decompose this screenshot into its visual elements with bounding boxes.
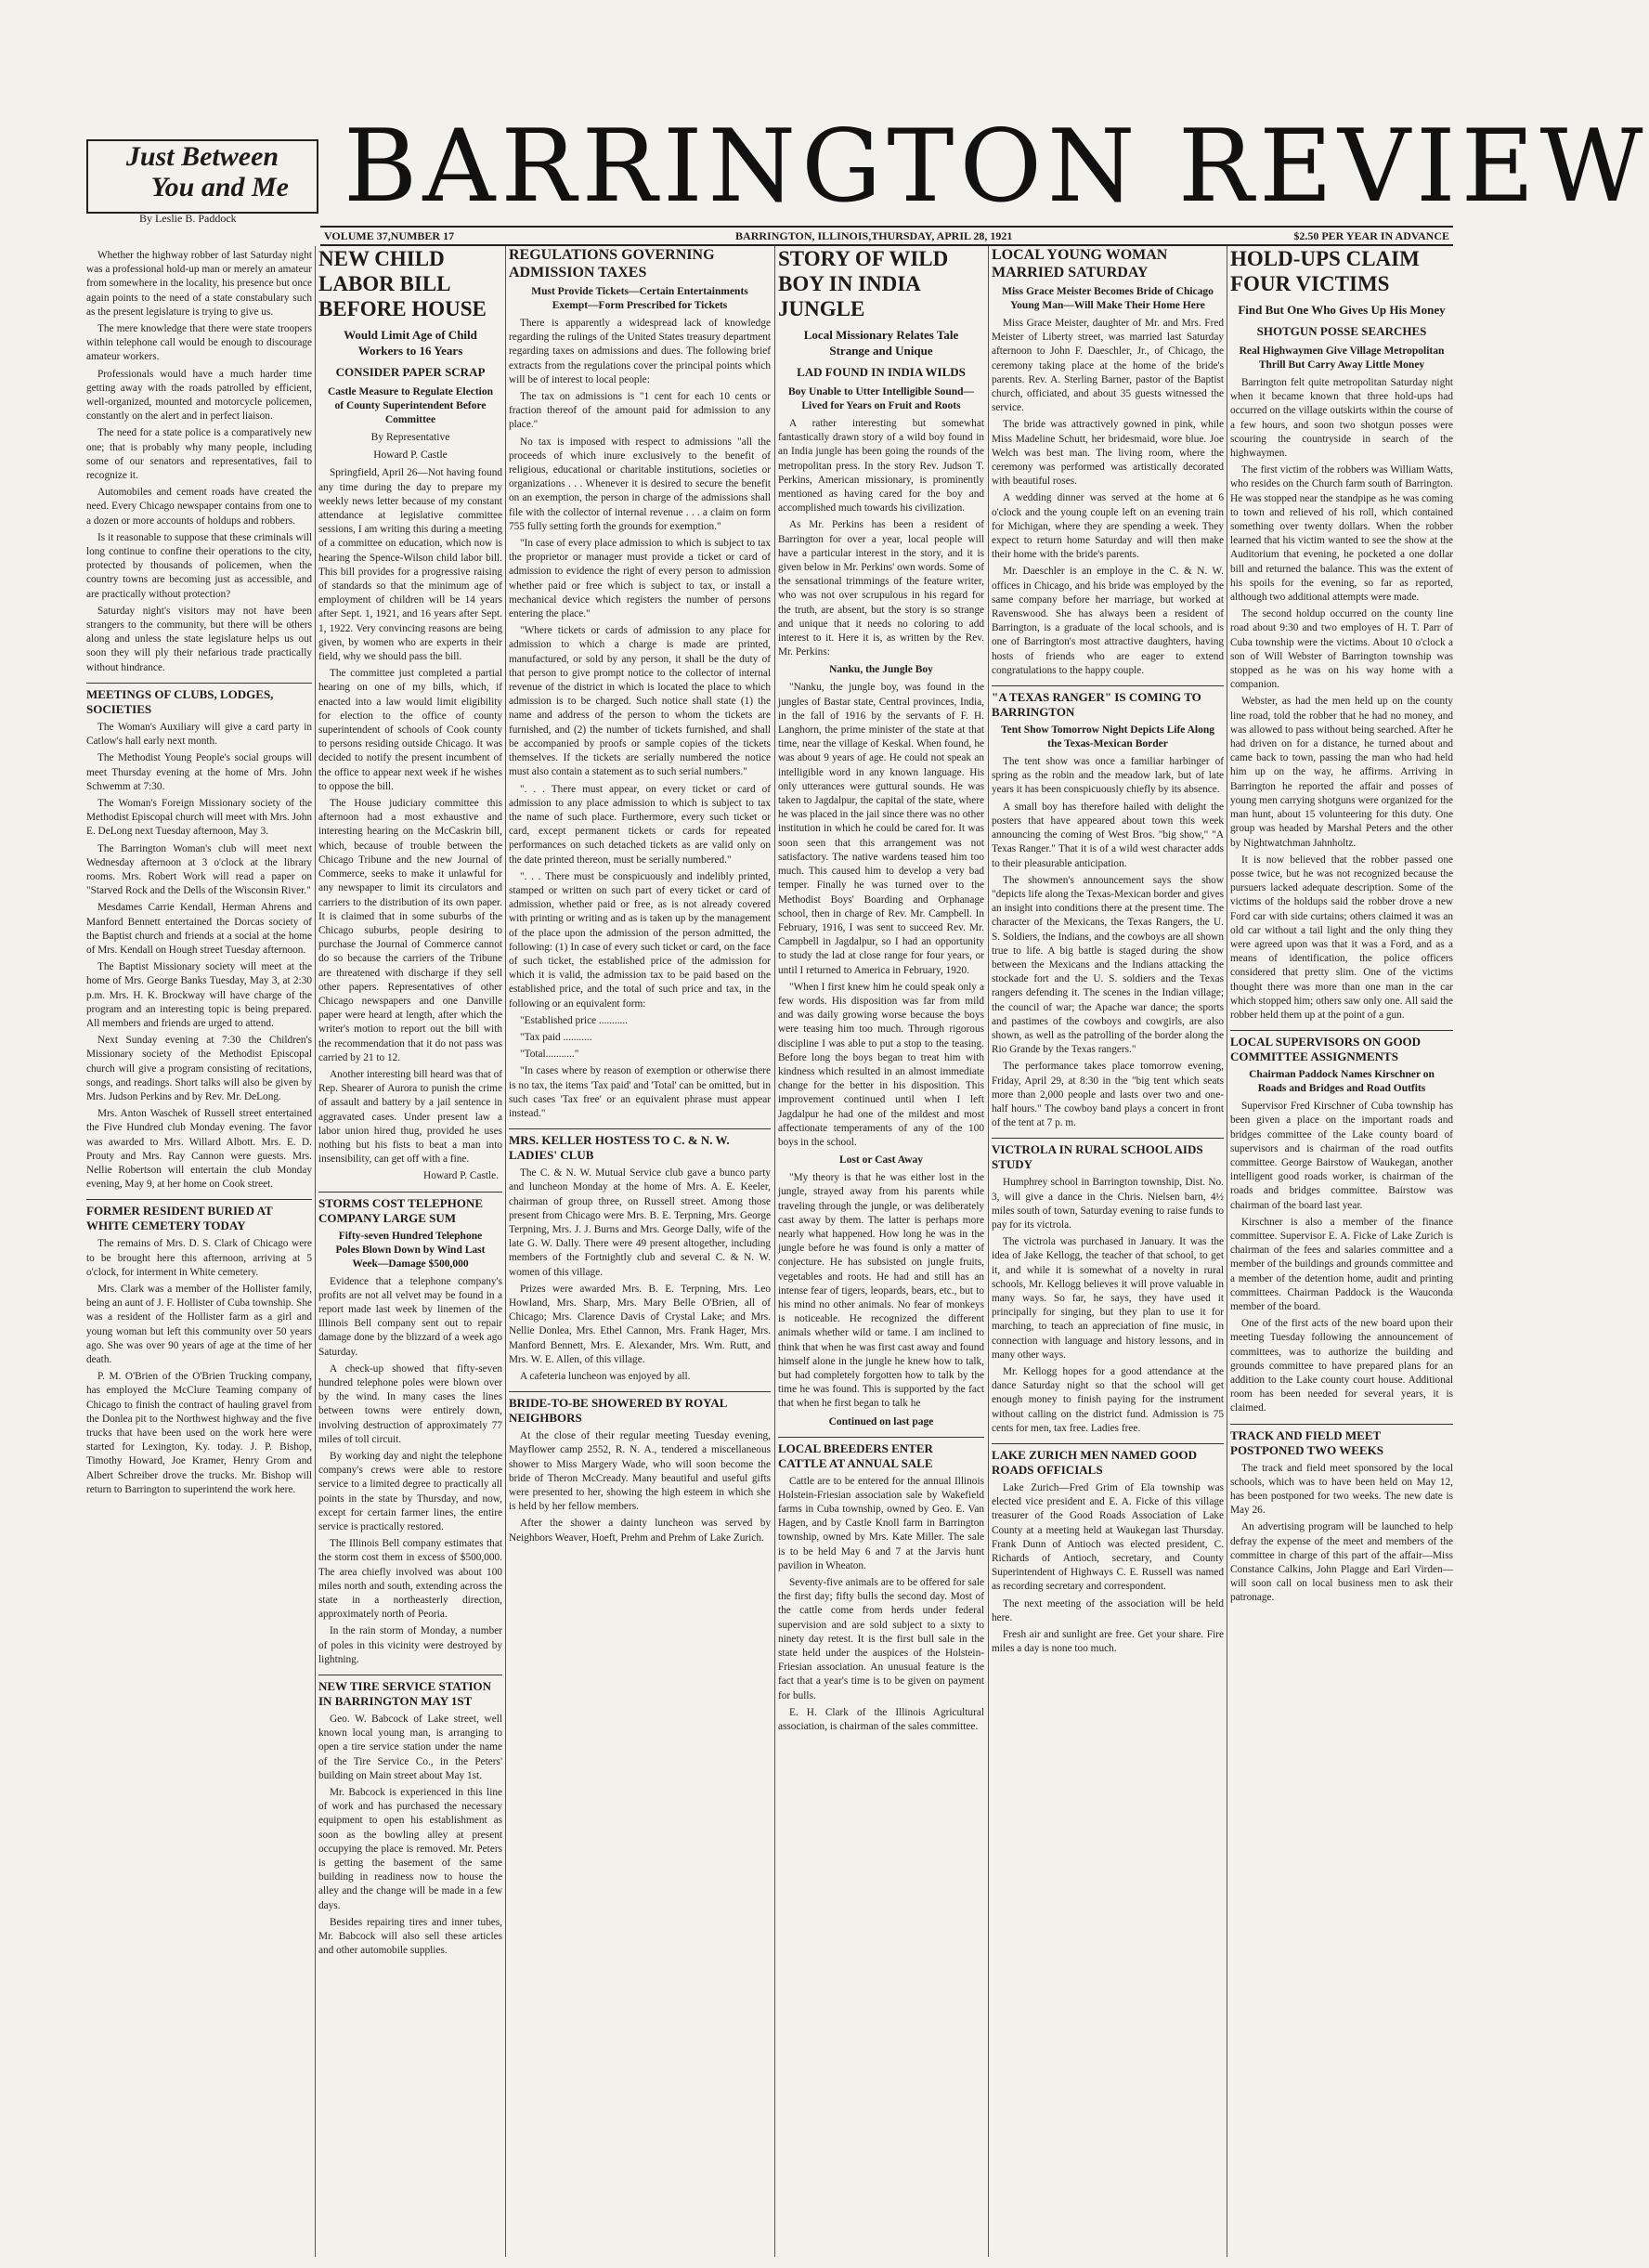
subheadline: Miss Grace Meister Becomes Bride of Chicago Young Man—Will Make Their Home Here <box>1002 286 1214 311</box>
column-title-line1: Just Between <box>125 141 279 172</box>
article-paragraph: Is it reasonable to suppose that these criminals will long continue to confine their operations to the city, protected by thousands of policemen, when the country towns are becoming just as accessible, and are practically without protection? <box>86 531 312 600</box>
article-paragraph: The mere knowledge that there were state troopers within telephone call would be enough to discourage amateur workers. <box>86 323 312 363</box>
article-paragraph: The track and field meet sponsored by the local schools, which was to have been held on May 12, has been postponed for two weeks. The new date is May 26. <box>1230 1462 1453 1517</box>
subheadline: Chairman Paddock Names Kirschner on Roads and Bridges and Road Outfits <box>1249 1069 1435 1095</box>
article-paragraph: A wedding dinner was served at the home at 6 o'clock and the young couple left on an evening train for Michigan, where they are spending a week. They expect to return home Saturday and will then make their home with the bride's parents. <box>992 492 1224 561</box>
article-paragraph: The remains of Mrs. D. S. Clark of Chicago were to be brought here this afternoon, arriving at 5 o'clock, for interment in White cemetery. <box>86 1238 312 1278</box>
article-paragraph: ". . . There must appear, on every ticket or card of admission to any place admission to which is subject to tax the name of such place. Furthermore, every such ticket or card, except permanent tickets or cards for repeated performances on such detached tickets as are valid only on the date printed thereon, must be serially numbered." <box>509 783 771 866</box>
article-paragraph: ". . . There must be conspicuously and indelibly printed, stamped or written on such part of every ticket or card of admission, whether paid or free, as is not already covered with printing or writing and as is taken up by the management of the place upon the admission of the person admitted, the following: (1) In case of every such ticket or card, on the face of such ticket, the established price of the admission for which it is valid, the admission tax to be paid based on the established price, and the total of such price and tax, in the following or an equivalent form: <box>509 870 771 1010</box>
article-paragraph: Prizes were awarded Mrs. B. E. Terpning, Mrs. Leo Howland, Mrs. Sharp, Mrs. Mary Belle O'Brien, all of Chicago; Mrs. Clarence Davis of Crystal Lake; and Mrs. Nellie Donlea, Mrs. Ethel Cannon, Mrs. Frank Hager, Mrs. Manford Bennett, Mrs. E. Alexander, Mrs. Wm. Rutt, and Mrs. W. E. Allen, of this village. <box>509 1283 771 1365</box>
form-line: "Established price ........... <box>520 1014 628 1026</box>
dateline-bar <box>320 226 1453 246</box>
headline: HOLD-UPS CLAIM FOUR VICTIMS <box>1230 247 1420 295</box>
volume-number: VOLUME 37,NUMBER 17 <box>324 229 455 242</box>
article-paragraph: The C. & N. W. Mutual Service club gave a bunco party and luncheon Monday at the home of Mrs. A. E. Keeler, chairman of group three, on Russell street. Among those present from Chicago were Mrs. B. E. Terpning, Mrs. George Terpning, Mrs. J. J. Burns and Mrs. George Dally, wife of the late G. W. Dally. There were 49 present altogether, including members of the Fortnightly club and several C. & N. W. women of this village. <box>509 1167 771 1278</box>
article-paragraph: Mrs. Clark was a member of the Hollister family, being an aunt of J. F. Hollister of Cuba township. She was a resident of the Hollister farm as a girl and young woman but left this community over 50 years ago. She was over 90 years of age at the time of her death. <box>86 1284 312 1366</box>
section-heading: "A TEXAS RANGER" IS COMING TO BARRINGTON <box>992 685 1224 720</box>
article-paragraph: By working day and night the telephone company's crews were able to restore service to a limited degree to practically all points in the state by Thursday, and now, except for certain farmer lines, the entire service is practically restored. <box>318 1451 502 1533</box>
article-paragraph: The first victim of the robbers was William Watts, who resides on the Church farm south of Barrington. He was stopped near the standpipe as he was coming to town and relieved of his roll, which contained something over twenty dollars. When the robber learned that his victim wanted to see the show at the Auditorium that evening, he pocketed a one dollar bill and returned the balance. This was the extent of his spoils for the evening, so far as reported, although two additional attempts were made. <box>1230 464 1453 604</box>
article-paragraph: The performance takes place tomorrow evening, Friday, April 29, at 8:30 in the "big tent which seats more than 2,000 people and lasts over two and one-half hours." The cowboy band plays a concert in front of the tent at 7 p. m. <box>992 1061 1224 1129</box>
subheadline: Real Highwaymen Give Village Metropolitan Thrill But Carry Away Little Money <box>1239 345 1445 371</box>
column-2 <box>318 246 502 2257</box>
column-1 <box>86 249 312 2257</box>
article-paragraph: After the shower a dainty luncheon was served by Neighbors Weaver, Hoeft, Prehm and Prehm of Lake Zurich. <box>509 1518 771 1544</box>
club-notice: Mrs. Anton Waschek of Russell street entertained the Five Hundred club Monday evening. The favor was awarded to Mrs. Willard Albott. Mrs. E. D. Prouty and Mrs. Ray Cannon were guests. Mrs. Nellie Robertson will entertain the club Monday evening, May 9, at her home on Cook street. <box>86 1108 312 1191</box>
column-rule <box>505 246 506 2257</box>
article-paragraph: "In case of every place admission to which is subject to tax the proprietor or manager must provide a ticket or card of admission to evidence the right of every person to admission whether paid or free which is subject to tax, or install a mechanical device which registers the number of persons entering the place." <box>509 538 771 620</box>
article-paragraph: The House judiciary committee this afternoon had a most exhaustive and interesting hearing on the McCaskrin bill, which, because of trouble between the Chicago Tribune and the new Journal of Commerce, seeks to make it unlawful for any newspaper to limit its circulators and carriers to the distribution of its own paper. It is claimed that in some suburbs of the Chicago suburbs, people desiring to purchase the Journal of Commerce cannot do so because the carriers of the Tribune are threatened with discharge if they sell other papers. Representatives of other Chicago newspapers and one Danville paper were heard at length, after which the writer's motion to report out the bill with the recommendation that it do not pass was carried by 21 to 12. <box>318 798 502 1063</box>
signature: Howard P. Castle. <box>423 1170 499 1182</box>
column-5 <box>992 246 1224 2257</box>
article-paragraph: Humphrey school in Barrington township, Dist. No. 3, will give a dance in the Chris. Nielsen barn, 4½ miles south of town, Saturday evening to raise funds to pay for its victrola. <box>992 1177 1224 1231</box>
article-paragraph: One of the first acts of the new board upon their meeting Tuesday following the announcement of committees, was to authorize the building and grounds committee to have prepared plans for an addition to the Lake county court house. Additional room has been needed for several years, it is claimed. <box>1230 1318 1453 1414</box>
club-notice: The Woman's Foreign Missionary society of the Methodist Episcopal church will meet with Mrs. John E. DeLong next Tuesday afternoon, May 3. <box>86 797 312 838</box>
subheadline: Fifty-seven Hundred Telephone Poles Blown Down by Wind Last Week—Damage $500,000 <box>335 1230 486 1270</box>
continued-note: Continued on last page <box>828 1415 934 1427</box>
article-paragraph: Mr. Kellogg hopes for a good attendance at the dance Saturday night so that the school will get enough money to finish paying for the instrument without calling on the district fund. Admission is 75 cents for men, tax free. Ladies free. <box>992 1366 1224 1434</box>
article-paragraph: A cafeteria luncheon was enjoyed by all. <box>520 1371 691 1383</box>
byline-name: Howard P. Castle <box>373 450 448 462</box>
subheadline: Local Missionary Relates Tale Strange and Unique <box>803 328 959 358</box>
headline: LOCAL YOUNG WOMAN MARRIED SATURDAY <box>992 247 1168 280</box>
article-paragraph: E. H. Clark of the Illinois Agricultural association, is chairman of the sales committee. <box>778 1706 984 1733</box>
article-paragraph: At the close of their regular meeting Tuesday evening, Mayflower camp 2552, R. N. A., tendered a miscellaneous shower to Miss Margery Wade, who will soon become the bride of Theron McCready. Many beautiful and useful gifts were presented to her, showing the high esteem in which she is held by her fellow members. <box>509 1430 771 1513</box>
column-rule <box>988 246 989 2257</box>
article-paragraph: A check-up showed that fifty-seven hundred telephone poles were blown over by the wind. In many cases the lines between towns were entirely down, involving destruction of approximately 77 miles of toll circuit. <box>318 1362 502 1445</box>
article-paragraph: The victrola was purchased in January. It was the idea of Jake Kellogg, the teacher of that school, to get it, and while it is somewhat of a novelty in rural schools, Mr. Kellogg believes it will prove valuable in many ways. So far, he says, they have used it principally for singing, but they plan to use it for marching, to teach an appreciation of fine music, in connection with language and history lessons, and in many other ways. <box>992 1236 1224 1361</box>
subheadline: SHOTGUN POSSE SEARCHES <box>1256 324 1427 338</box>
article-paragraph: Mr. Babcock is experienced in this line of work and has purchased the necessary equipment to open his establishment as soon as the bowling alley at present occupying the place is removed. Mr. Peters is getting the basement of the same building in readiness now to house the alley and the change will be made in a few days. <box>318 1787 502 1911</box>
article-paragraph: A rather interesting but somewhat fantastically drawn story of a wild boy found in an India jungle has been going the rounds of the metropolitan press. In the story Rev. Judson T. Perkins, American missionary, is prominently mentioned as having cared for the boy and accomplished much towards his civilization. <box>778 418 984 515</box>
subheadline: Castle Measure to Regulate Election of County Superintendent Before Committee <box>328 386 493 425</box>
section-heading: LOCAL SUPERVISORS ON GOOD COMMITTEE ASSIGNMENTS <box>1230 1030 1453 1064</box>
article-paragraph: Supervisor Fred Kirschner of Cuba township has been given a place on the important roads and bridges committee of the Lake county board of supervisors and is chairman of the road outfits committee. George Bairstow of Waukegan, another intelligent good roads worker, is chairman of the roads and bridges committee. Bairstow was chairman of the board last year. <box>1230 1101 1453 1211</box>
subheadline: Would Limit Age of Child Workers to 16 Years <box>344 328 477 358</box>
article-paragraph: "Nanku, the jungle boy, was found in the jungles of Bastar state, Central provinces, India, in the fall of 1916 by the servants of F. H. Langhorn, the prime minister of the state at that time, near the village of Keskal. When found, he was about 9 years of age. He could not speak an intelligible word in any known language. His only utterances were guttural sounds. He was taken to Jagdalpur, the capital of the state, where he was placed in the jail since there was no other institution in which he could be cared for. It was soon seen that this arrangement was not satisfactory. The native wardens teased him too much. This caused him to develop a very bad temper. Finally he was turned over to the Methodist Boys' Boarding and Orphanage school, then in charge of Rev. Mr. Campbell. In February, 1916, I was sent to succeed Rev. Mr. Campbell in Jagdalpur, so I had an opportunity to study the lad at close range for four years, or until I returned to America in February, 1920. <box>778 682 984 976</box>
article-paragraph: Geo. W. Babcock of Lake street, well known local young man, is arranging to open a tire service station under the name of the Tire Service Co., in the Peters' building on Main street about May 1st. <box>318 1714 502 1781</box>
article-paragraph: A small boy has therefore hailed with delight the posters that have appeared about town this week announcing the coming of West Bros. "big show," "A Texas Ranger." That it is of a wild west character adds to their pleasurable anticipation. <box>992 801 1224 869</box>
subheadline: CONSIDER PAPER SCRAP <box>335 365 486 379</box>
section-heading: MRS. KELLER HOSTESS TO C. & N. W. LADIES' CLUB <box>509 1128 771 1163</box>
article-paragraph: P. M. O'Brien of the O'Brien Trucking company, has employed the McClure Teaming company of Chicago to finish the contract of hauling gravel from the Donlea pit to the Northwest highway and the five trucks that have been used on the work here were started for Lexington, Ky. today. J. P. Bishop, Timothy Howard, Joe Kramer, Henry Grom and Albert Schreiber drove the trucks. Mr. Bishop will return to Barrington to superintend the work here. <box>86 1371 312 1495</box>
headline: NEW CHILD LABOR BILL BEFORE HOUSE <box>318 247 487 320</box>
section-heading: VICTROLA IN RURAL SCHOOL AIDS STUDY <box>992 1138 1224 1172</box>
club-notice: The Methodist Young People's social groups will meet Thursday evening at the home of Mrs. John Schwemm at 7:30. <box>86 752 312 792</box>
section-heading: STORMS COST TELEPHONE COMPANY LARGE SUM <box>318 1192 502 1226</box>
subscription-price: $2.50 PER YEAR IN ADVANCE <box>1293 229 1449 242</box>
section-heading: MEETINGS OF CLUBS, LODGES, SOCIETIES <box>86 683 312 717</box>
club-notice: The Baptist Missionary society will meet at the home of Mrs. George Banks Tuesday, May 3, at 2:30 p.m. Mrs. H. K. Brockway will have charge of the program and an interesting topic is being prepared. All members and friends are urged to attend. <box>86 961 312 1029</box>
column-title-line2: You and Me <box>150 172 289 202</box>
club-notice: Next Sunday evening at 7:30 the Children's Missionary society of the Methodist Episcopal church will give a program consisting of recitations, songs, and readings. Short talks will also be given by Mrs. Judson Perkins and by Rev. Mr. DeLong. <box>86 1035 312 1102</box>
article-paragraph: Besides repairing tires and inner tubes, Mr. Babcock will also sell these articles and other automobile supplies. <box>318 1916 502 1957</box>
article-paragraph: An advertising program will be launched to help defray the expense of the meet and members of the committee in charge of this part of the affair—Miss Constance Calkins, John Plagge and Earl Virden—will soon call on local business men to ask their patronage. <box>1230 1521 1453 1604</box>
column-4 <box>778 246 984 2257</box>
subheadline: Find But One Who Gives Up His Money <box>1238 303 1446 317</box>
club-notice: Mesdames Carrie Kendall, Herman Ahrens and Manford Bennett entertained the Dorcas society of the Baptist church and friends at a social at the home of Mrs. Kendall on Hough street Tuesday afternoon. <box>86 902 312 956</box>
column-3 <box>509 246 771 2257</box>
section-heading: NEW TIRE SERVICE STATION IN BARRINGTON MAY 1ST <box>318 1675 502 1709</box>
article-paragraph: The Illinois Bell company estimates that the storm cost them in excess of $500,000. The area chiefly involved was about 100 miles north and south, extending across the state in a northeasterly direction, approximately north of Peoria. <box>318 1538 502 1621</box>
subheadline: LAD FOUND IN INDIA WILDS <box>797 365 966 379</box>
section-heading: LOCAL BREEDERS ENTER CATTLE AT ANNUAL SALE <box>778 1437 984 1471</box>
article-paragraph: Seventy-five animals are to be offered for sale the first day; fifty bulls the second day. Most of the cattle come from herds under federal supervision and are sold subject to a sixty to ninety day retest. It is the first bull sale in the state held under the auspices of the Holstein-Friesian association. An unusual feature is the fact that a year's time is to be given on payment for bulls. <box>778 1577 984 1701</box>
masthead: BARRINGTON REVIEW <box>344 109 1649 225</box>
article-paragraph: Barrington felt quite metropolitan Saturday night when it became known that three hold-ups had occurred on the village outskirts within the course of a few hours, and soon two shotgun posses were scouring the countryside in search of the highwaymen. <box>1230 377 1453 460</box>
form-line: "Tax paid ........... <box>520 1031 592 1043</box>
column-rule <box>315 246 316 2257</box>
form-line: "Total..........." <box>520 1049 579 1061</box>
article-paragraph: "My theory is that he was either lost in the jungle, strayed away from his parents while traveling through the jungle, or was deliberately cast away by them. The latter is perhaps more nearly what happened. How long he was in the jungle before he was found is only a matter of conjecture. He has subsisted on jungle fruits, vegetables and roots. He had and still has an intense fear of tigers, leopards, bears, etc., but to his mind no other animals. No fear of monkeys is noticeable. He recognized the different animals whether wild or tame. I am inclined to think that when he was first cast away and found himself alone in the jungle he knew how to talk, but had completely forgotten how to talk by the time he was found. This is supported by the fact that when he first began to talk he <box>778 1172 984 1410</box>
club-notice: The Woman's Auxiliary will give a card party in Catlow's hall early next month. <box>86 721 312 748</box>
article-paragraph: The showmen's announcement says the show "depicts life along the Texas-Mexican border and gives an insight into conditions there at the present time. The character of the Mexicans, the Texas Rangers, the U. S. Soldiers, the Indians, and the cowboys are all shown true to life. A big battle is staged during the show between the Mexicans and the Indians attacking the stockade fort and the U. S. soldiers and the Texas rangers defending it. The scenes in the Indian village; the council of war; the Apache war dance; the sports and pastimes of the cowboys and cowgirls, are also shown, as well as the patrolling of the border along the Rio Grande by the Texas rangers." <box>992 874 1224 1056</box>
article-paragraph: The next meeting of the association will be held here. <box>992 1597 1224 1623</box>
column-byline: By Leslie B. Paddock <box>139 212 237 225</box>
article-paragraph: The second holdup occurred on the county line road about 9:30 and two employes of H. T. Parr of Cuba township were the victims. About 10 o'clock a son of Will Webster of Barrington township was stopped as he was on his way home with a companion. <box>1230 608 1453 691</box>
column-rule <box>774 246 775 2257</box>
subhead: Lost or Cast Away <box>839 1154 923 1167</box>
headline: REGULATIONS GOVERNING ADMISSION TAXES <box>509 247 715 280</box>
article-paragraph: Webster, as had the men held up on the county line road, told the robber that he had no money, and was allowed to pass without being searched. After he had driven on for a distance, he turned about and came back to town, passing the man who had held him up on the way, he affirms. Arriving in Barrington he reported the affair and posses of young men carrying shotguns were organized for the man hunt, about 15 volunteering for this duty. One group was headed by Marshal Peters and the other by Nightwatchman Jahnholtz. <box>1230 696 1453 849</box>
column-6 <box>1230 246 1453 2257</box>
byline: By Representative <box>370 432 450 443</box>
section-heading: LAKE ZURICH MEN NAMED GOOD ROADS OFFICIALS <box>992 1443 1224 1478</box>
subheadline: Tent Show Tomorrow Night Depicts Life Along the Texas-Mexican Border <box>1000 724 1215 750</box>
article-paragraph: "When I first knew him he could speak only a few words. His disposition was far from mild and was daily growing worse because the boys were teasing him too much. Through rigorous discipline I was able to put a stop to the teasing. Before long the boys began to treat him with kindness which resulted in an almost immediate change for the better in his disposition. This improvement continued until when I left Jagdalpur he had one of the mildest and most affectionate temperaments of any of the 100 boys in the school. <box>778 981 984 1148</box>
article-paragraph: In the rain storm of Monday, a number of poles in this vicinity were destroyed by lightning. <box>318 1625 502 1665</box>
article-paragraph: The need for a state police is a comparatively new one; that is probably why many people, including some of our senators and representatives, fail to recognize it. <box>86 427 312 482</box>
subheadline: Boy Unable to Utter Intelligible Sound—Lived for Years on Fruit and Roots <box>787 386 975 411</box>
article-paragraph: Professionals would have a much harder time getting away with the roads patrolled by efficient, well-organized, mounted and motorcycle policemen, constantly on the alert and in perfect liaison. <box>86 368 312 423</box>
column-title-box <box>86 139 318 214</box>
article-paragraph: "In cases where by reason of exemption or otherwise there is no tax, the items 'Tax paid' and 'Total' can be omitted, but in such cases 'Tax free' or an equivalent phrase must appear instead." <box>509 1065 771 1119</box>
club-notice: The Barrington Woman's club will meet next Wednesday afternoon at 3 o'clock at the library rooms. Mrs. Robert Work will read a paper on "Starved Rock and the Dells of the Wisconsin River." <box>86 842 312 897</box>
article-paragraph: Mr. Daeschler is an employe in the C. & N. W. offices in Chicago, and his bride was employed by the same company before her marriage, but worked at Ravenswood. She has always been a resident of Barrington, is a graduate of the local schools, and is one of Barrington's most attractive daughters, having hosts of friends who are eager to extend congratulations to the happy couple. <box>992 566 1224 676</box>
section-heading: BRIDE-TO-BE SHOWERED BY ROYAL NEIGHBORS <box>509 1391 771 1426</box>
section-heading: TRACK AND FIELD MEET POSTPONED TWO WEEKS <box>1230 1424 1453 1458</box>
article-paragraph: Lake Zurich—Fred Grim of Ela township was elected vice president and E. A. Ficke of this village treasurer of the Good Roads Association of Lake County at a meeting held at Waukegan last Thursday. Frank Dunn of Antioch was elected president, C. Richards of Antioch, secretary, and County Superintendent of Highways C. E. Russell was named as recording secretary and correspondent. <box>992 1482 1224 1593</box>
article-paragraph: The tent show was once a familiar harbinger of spring as the robin and the meadow lark, but of late years it has been conspicuously chiefly by its absence. <box>992 756 1224 796</box>
article-paragraph: Another interesting bill heard was that of Rep. Shearer of Aurora to punish the crime of assault and battery by a jail sentence in aggravated cases. Under present law a labor union hired thug, provided he uses nothing but his fists to beat a man into insensibility, can get off with a fine. <box>318 1068 502 1166</box>
article-paragraph: Evidence that a telephone company's profits are not all velvet may be found in a report made last week by linemen of the Illinois Bell company sent out to repair damage done by the blizzard of a week ago Saturday. <box>318 1275 502 1358</box>
article-paragraph: It is now believed that the robber passed one posse twice, but he was not recognized because the pursuers lacked adequate description. Some of the victims of the holdups said the robber drove a new Ford car with side curtains; others claimed it was an old car without a tail light and the only thing they were agreed upon was that it was a Ford, and as a means of identification, the police officers considered that pretty slim. One of the victims thought there was more than one man in the car which stopped him; others saw only one. All said the robber held them up at the point of a gun. <box>1230 854 1453 1021</box>
article-paragraph: Fresh air and sunlight are free. Get your share. Fire miles a day is none too much. <box>992 1629 1224 1655</box>
subheadline: Must Provide Tickets—Certain Entertainments Exempt—Form Prescribed for Tickets <box>531 286 748 311</box>
article-paragraph: Whether the highway robber of last Saturday night was a professional hold-up man or merely an amateur from somewhere in the locality, his presence but once again points to the need of a state constabulary such as the present legislature is trying to give us. <box>86 250 313 318</box>
place-date: BARRINGTON, ILLINOIS,THURSDAY, APRIL 28, 1921 <box>735 229 1013 242</box>
section-heading: FORMER RESIDENT BURIED AT WHITE CEMETERY TODAY <box>86 1199 312 1233</box>
article-paragraph: No tax is imposed with respect to admissions "all the proceeds of which inure exclusively to the benefit of religious, educational or charitable institutions, societies or organizations . . . Whenever it is desired to secure the benefit on an exemption, the person in charge of the admissions shall file with the collector of internal revenue . . . a claim on form 755 fully setting forth the grounds for exemption." <box>509 436 771 532</box>
subhead: Nanku, the Jungle Boy <box>829 664 933 676</box>
article-paragraph: As Mr. Perkins has been a resident of Barrington for over a year, local people will have a particular interest in the story, and it is given below in Mr. Perkins' own words. Some of the sensational trimmings of the feature writer, who was not over scrupulous in his regard for the truth, are absent, but the story is so strange and unique that it needs no coloring to add interest to it. Here it is, as written by the Rev. Mr. Perkins: <box>778 519 984 658</box>
article-paragraph: The committee just completed a partial hearing on one of my bills, which, if enacted into a law would limit eligibility for election to the office of county superintendent of schools of Cook county to persons residing outside Chicago. It was decided to notify the present incumbent of the office to appear next week if he wishes to oppose the bill. <box>318 668 502 792</box>
article-paragraph: Springfield, April 26—Not having found any time during the day to prepare my weekly news letter because of my constant attendance at legislative committee sessions, I am writing this during a meeting of a committee on education, which now is hearing the Spence-Wilson child labor bill. This bill provides for a progressive raising of standards so that the minimum age of employment of children will be 14 years after Sept. 1, 1921, and 16 years after Sept. 1, 1922. Very convincing reasons are being given, by women who are experts in their field, why we should pass the bill. <box>318 467 502 663</box>
article-paragraph: "Where tickets or cards of admission to any place for admission to which a charge is made are printed, manufactured, or sold by any person, it shall be the duty of that person to give prompt notice to the collector of internal revenue of the district in which is located the place to which admission is to be charged. Such notice shall state (1) the name and address of the person to whom the tickets are furnished, and (2) the number of tickets furnished, and shall be accompanied by proofs or sample copies of the tickets themselves. If the tickets are serially numbered the notice must also contain a statement as to such serial numbers." <box>509 625 771 778</box>
article-paragraph: Cattle are to be entered for the annual Illinois Holstein-Friesian association sale by Wakefield farms in Cuba township, owned by Geo. E. Van Hagen, and by Castle Knoll farm in Barrington township, owned by Mrs. Kate Miller. The sale is to be held May 6 and 7 at the Jarvis hunt pavilion in Wheaton. <box>778 1475 984 1571</box>
article-paragraph: The tax on admissions is "1 cent for each 10 cents or fraction thereof of the amount paid for admission to any place." <box>509 391 771 431</box>
article-paragraph: The bride was attractively gowned in pink, while Miss Madeline Schutt, her bridesmaid, wore blue. Joe Welch was best man. The living room, where the ceremony was performed was artistically decorated with beautiful roses. <box>992 419 1224 488</box>
article-paragraph: Automobiles and cement roads have created the need. Every Chicago newspaper contains from one to a dozen or more accounts of holdups and robbers. <box>86 487 312 527</box>
article-paragraph: Kirschner is also a member of the finance committee. Supervisor E. A. Ficke of Lake Zurich is chairman of the fees and salaries committee and a member of the buildings and grounds committee and a member of the detention home, audit and printing committees. Chairman Paddock is the Wauconda member of the board. <box>1230 1216 1453 1312</box>
headline: STORY OF WILD BOY IN INDIA JUNGLE <box>778 247 949 320</box>
article-paragraph: There is apparently a widespread lack of knowledge regarding the rulings of the United States treasury department regarding taxes on admissions and dues. The following brief extracts from the regulations cover the principal points which will be of interest to local people: <box>509 318 771 385</box>
article-paragraph: Miss Grace Meister, daughter of Mr. and Mrs. Fred Meister of Liberty street, was married last Saturday afternoon to John F. Daeschler, Jr., of Chicago, the ceremony taking place at the home of the bride's parents. Rev. A. Sterling Barner, pastor of the Baptist church, officiated, and about 35 guests witnessed the service. <box>992 318 1224 414</box>
article-paragraph: Saturday night's visitors may not have been strangers to the community, but there will be others along and unless the state legislature helps us out soon they will ply their nefarious trade practically without hindrance. <box>86 605 312 673</box>
